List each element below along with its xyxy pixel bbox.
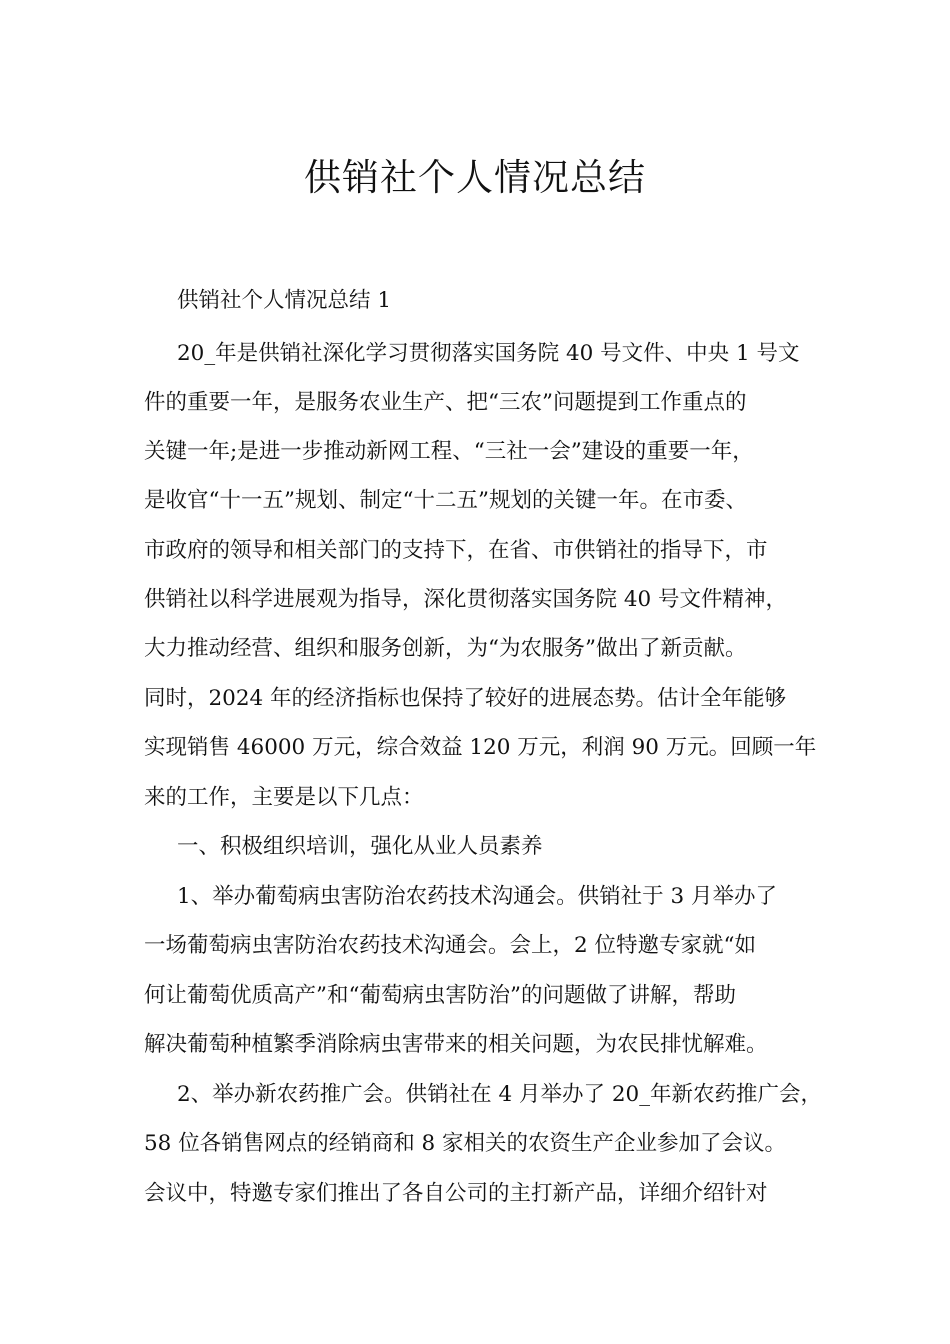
paragraph-line: 大力推动经营、组织和服务创新，为“为农服务”做出了新贡献。 [144,636,747,661]
paragraph-line: 何让葡萄优质高产”和“葡萄病虫害防治”的问题做了讲解，帮助 [144,983,736,1008]
paragraph-line: 关键一年;是进一步推动新网工程、“三社一会”建设的重要一年， [144,439,754,464]
paragraph-line: 供销社以科学进展观为指导，深化贯彻落实国务院 40 号文件精神， [144,587,788,612]
paragraph-line: 58 位各销售网点的经销商和 8 家相关的农资生产企业参加了会议。 [144,1131,787,1156]
document-title: 供销社个人情况总结 [304,155,646,199]
paragraph-line: 会议中，特邀专家们推出了各自公司的主打新产品，详细介绍针对 [144,1181,768,1206]
paragraph-line: 来的工作，主要是以下几点： [144,785,424,810]
paragraph-line: 20_年是供销社深化学习贯彻落实国务院 40 号文件、中央 1 号文 [177,341,800,366]
paragraph-line: 一场葡萄病虫害防治农药技术沟通会。会上，2 位特邀专家就“如 [144,933,757,958]
paragraph-line: 市政府的领导和相关部门的支持下，在省、市供销社的指导下，市 [144,538,768,563]
paragraph-line: 解决葡萄种植繁季消除病虫害带来的相关问题，为农民排忧解难。 [144,1032,768,1057]
paragraph-line: 2、举办新农药推广会。供销社在 4 月举办了 20_年新农药推广会， [177,1082,822,1107]
paragraph-line: 是收官“十一五”规划、制定“十二五”规划的关键一年。在市委、 [144,488,747,513]
paragraph-line: 同时，2024 年的经济指标也保持了较好的进展态势。估计全年能够 [144,686,787,711]
paragraph-line: 实现销售 46000 万元，综合效益 120 万元，利润 90 万元。回顾一年 [144,735,817,760]
paragraph-line: 件的重要一年，是服务农业生产、把“三农”问题提到工作重点的 [144,390,747,415]
section-heading: 供销社个人情况总结 1 [177,288,392,313]
paragraph-line: 1、举办葡萄病虫害防治农药技术沟通会。供销社于 3 月举办了 [177,884,778,909]
subsection-heading: 一、积极组织培训，强化从业人员素养 [177,834,543,859]
